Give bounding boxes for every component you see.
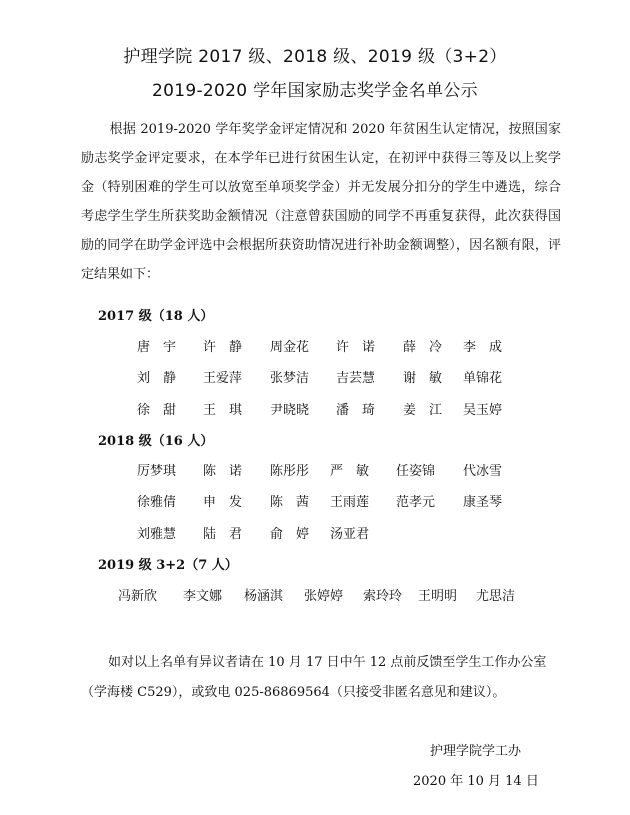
name-cell: 徐 甜 xyxy=(137,403,177,418)
name-cell: 厉梦琪 xyxy=(137,464,177,479)
name-cell: 索玲玲 xyxy=(363,589,403,604)
name-cell: 姜 江 xyxy=(403,403,443,418)
name-cell: 代冰雪 xyxy=(463,464,503,479)
name-cell: 张梦洁 xyxy=(270,371,310,386)
name-cell: 汤亚君 xyxy=(330,527,370,542)
name-cell: 杨涵淇 xyxy=(244,589,284,604)
name-cell: 许 静 xyxy=(203,340,243,355)
name-cell: 王爱萍 xyxy=(203,371,243,386)
name-cell: 尹晓晓 xyxy=(270,403,310,418)
name-cell: 许 诺 xyxy=(336,340,376,355)
title-line-2: 2019-2020 学年国家励志奖学金名单公示 xyxy=(152,81,478,101)
name-cell: 康圣琴 xyxy=(463,495,503,510)
title-line-1: 护理学院 2017 级、2018 级、2019 级（3+2） xyxy=(123,47,507,67)
name-cell: 吴玉婷 xyxy=(463,403,503,418)
name-cell: 严 敏 xyxy=(330,464,370,479)
name-cell: 刘雅慧 xyxy=(137,527,177,542)
name-cell: 张婷婷 xyxy=(304,589,344,604)
notice-line-2: （学海楼 C529），或致电 025-86869564（只接受非匿名意见和建议）。 xyxy=(81,685,506,700)
name-cell: 俞 婷 xyxy=(270,527,310,542)
name-cell: 任姿锦 xyxy=(396,464,436,479)
name-cell: 李 成 xyxy=(463,340,503,355)
body-paragraph: 根据 2019-2020 学年奖学金评定情况和 2020 年贫困生认定情况，按照国家励志奖学金评定要求，在本学年已进行贫困生认定，在初评中获得三等及以上奖学金（特别困难的学生可以放宽至单项奖学金）并无发展分扣分的学生中遴选，综合考虑学生学生所获奖助金额情况（注意曾获国励的同学不再重复获得，此次获得国励的同学在助学金评选中会根据所获资助情况进行补助金额调整），因名额有限，评定结果如下： xyxy=(81,122,561,282)
name-cell: 薛 冷 xyxy=(403,340,443,355)
name-cell: 周金花 xyxy=(270,340,310,355)
name-cell: 陈 诺 xyxy=(203,464,243,479)
name-cell: 吉芸慧 xyxy=(336,371,376,386)
signature-date: 2020 年 10 月 14 日 xyxy=(413,774,539,789)
notice-line-1: 如对以上名单有异议者请在 10 月 17 日中午 12 点前反馈至学生工作办公室 xyxy=(108,655,547,670)
name-cell: 李文娜 xyxy=(183,589,223,604)
name-cell: 陆 君 xyxy=(203,527,243,542)
name-cell: 申 发 xyxy=(203,495,243,510)
group-heading-2017: 2017 级（18 人） xyxy=(98,309,214,324)
name-cell: 单锦花 xyxy=(463,371,503,386)
name-cell: 王 琪 xyxy=(203,403,243,418)
name-cell: 陈 茜 xyxy=(270,495,310,510)
group-heading-2019: 2019 级 3+2（7 人） xyxy=(98,558,238,573)
name-cell: 冯新欣 xyxy=(118,589,158,604)
name-cell: 徐雅倩 xyxy=(137,495,177,510)
group-heading-2018: 2018 级（16 人） xyxy=(98,434,214,449)
name-cell: 尤思洁 xyxy=(476,589,516,604)
signature-office: 护理学院学工办 xyxy=(430,744,522,759)
name-cell: 王明明 xyxy=(418,589,458,604)
name-cell: 刘 静 xyxy=(137,371,177,386)
name-cell: 谢 敏 xyxy=(403,371,443,386)
name-cell: 王雨莲 xyxy=(330,495,370,510)
name-cell: 潘 琦 xyxy=(336,403,376,418)
name-cell: 唐 宇 xyxy=(137,340,177,355)
name-cell: 范孝元 xyxy=(396,495,436,510)
name-cell: 陈彤彤 xyxy=(270,464,310,479)
